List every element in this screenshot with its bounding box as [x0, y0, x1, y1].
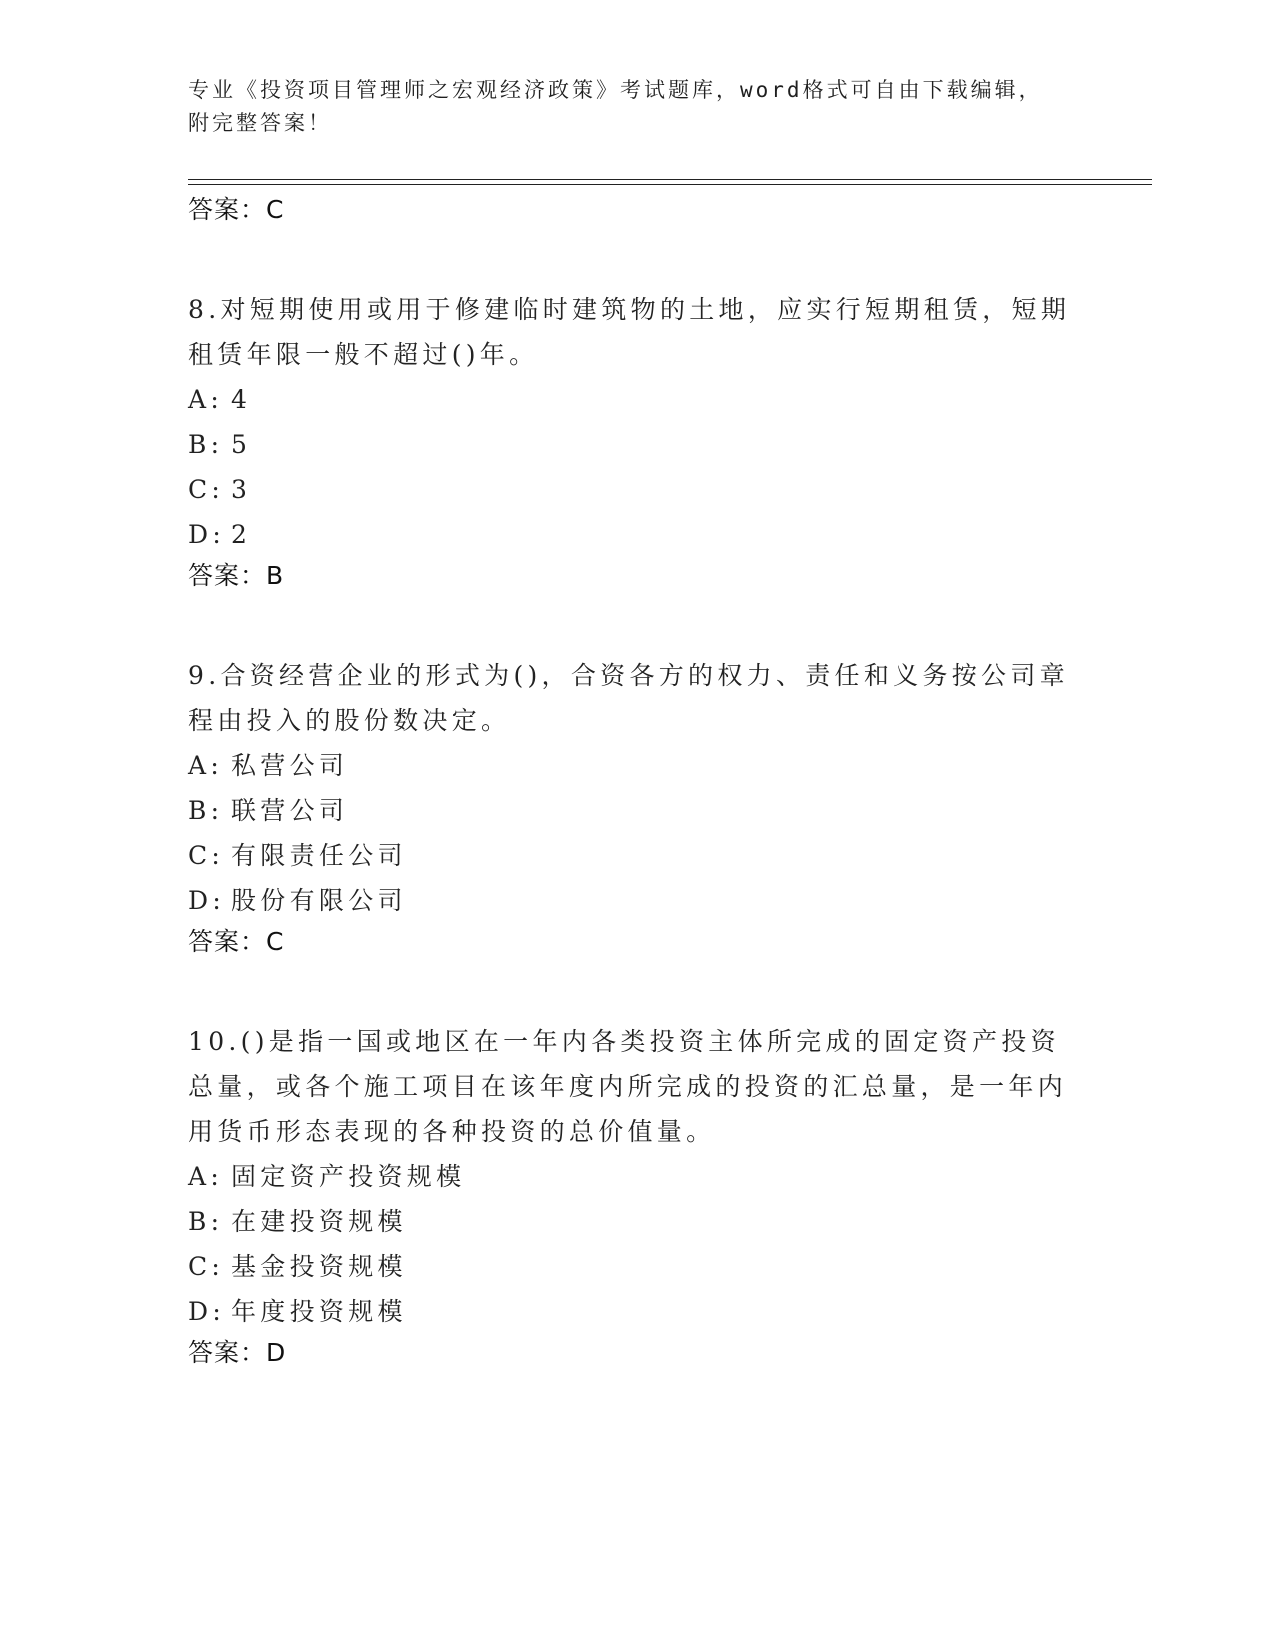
option-letter: A:	[188, 385, 224, 414]
answer: 答案：D	[188, 1338, 287, 1367]
option-c	[188, 1244, 1088, 1289]
answer: 答案：C	[188, 927, 285, 956]
option-a	[188, 743, 1088, 788]
option-letter: A:	[188, 1162, 224, 1191]
option-letter: D:	[188, 886, 226, 915]
question-9	[188, 653, 1088, 961]
option-b	[188, 422, 1088, 467]
option-letter: C:	[188, 475, 225, 504]
question-stem: 8.对短期使用或用于修建临时建筑物的土地，应实行短期租赁，短期租赁年限一般不超过()年。	[188, 295, 1071, 369]
option-letter: C:	[188, 1252, 225, 1281]
option-text: 私营公司	[231, 751, 349, 780]
header-line-2: 附完整答案！	[188, 111, 332, 135]
option-text: 有限责任公司	[231, 841, 407, 870]
question-stem: 9.合资经营企业的形式为()，合资各方的权力、责任和义务按公司章程由投入的股份数决定。	[188, 661, 1069, 735]
option-a	[188, 1154, 1088, 1199]
option-a	[188, 377, 1088, 422]
header-divider-bottom	[188, 184, 1152, 185]
option-text: 基金投资规模	[231, 1252, 407, 1281]
option-b	[188, 788, 1088, 833]
option-letter: A:	[188, 751, 224, 780]
option-d	[188, 512, 1088, 557]
option-letter: B:	[188, 430, 224, 459]
option-d	[188, 878, 1088, 923]
previous-answer: 答案：C	[188, 195, 285, 224]
option-c	[188, 833, 1088, 878]
option-letter: D:	[188, 1297, 226, 1326]
option-letter: B:	[188, 796, 224, 825]
option-letter: B:	[188, 1207, 224, 1236]
question-10	[188, 1019, 1088, 1372]
option-text: 3	[231, 475, 252, 504]
question-8	[188, 287, 1088, 595]
option-letter: C:	[188, 841, 225, 870]
header-divider-top	[188, 179, 1152, 180]
option-text: 在建投资规模	[231, 1207, 407, 1236]
option-b	[188, 1199, 1088, 1244]
option-letter: D:	[188, 520, 226, 549]
header-line-1: 专业《投资项目管理师之宏观经济政策》考试题库，word格式可自由下载编辑，	[188, 78, 1043, 102]
question-stem: 10.()是指一国或地区在一年内各类投资主体所完成的固定资产投资总量，或各个施工项目在该年度内所完成的投资的汇总量，是一年内用货币形态表现的各种投资的总价值量。	[188, 1027, 1068, 1146]
option-text: 2	[231, 520, 252, 549]
option-text: 4	[231, 385, 252, 414]
option-text: 股份有限公司	[231, 886, 407, 915]
option-text: 联营公司	[231, 796, 349, 825]
answer: 答案：B	[188, 561, 285, 590]
question-list	[188, 191, 1088, 1372]
document-header	[188, 74, 1088, 140]
option-d	[188, 1289, 1088, 1334]
option-text: 年度投资规模	[231, 1297, 407, 1326]
option-text: 固定资产投资规模	[231, 1162, 466, 1191]
option-c	[188, 467, 1088, 512]
option-text: 5	[231, 430, 252, 459]
